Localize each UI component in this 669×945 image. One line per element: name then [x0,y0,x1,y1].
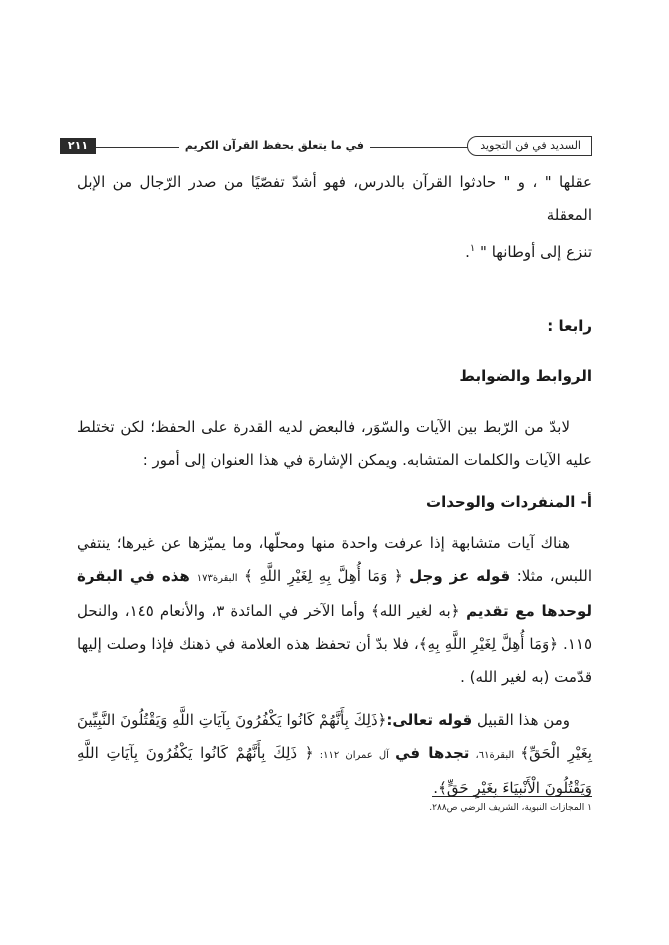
paragraph-example [77,704,592,805]
p3-text-a: هناك آيات متشابهة إذا عرفت واحدة منها ومحلّها، وما يميّزها عن غيرها؛ ينتفي اللبس، مثلا: [77,534,592,585]
p3-text-f: ، فلا بدّ أن تحفظ هذه العلامة في ذهنك فإذا وصلت إليها قدّمت (به لغير الله) . [77,635,592,686]
p3-text-b: قوله عز وجل [409,567,511,585]
ayah-3: ﴿ذَلِكَ بِأَنَّهُمْ كَانُوا يَكْفُرُونَ بِآيَاتِ اللَّهِ وَيَقْتُلُونَ النَّبِيِّينَ بِغَيْرِ الْحَقِّ﴾ [77,711,592,762]
running-title: السديد في فن التجويد [467,136,592,156]
page-content [77,166,592,805]
heading-fourth: رابعا : [547,317,592,335]
quote-paragraph: عقلها " ، و " حادثوا القرآن بالدرس، فهو أشدّ تفصّيًا من صدر الرّجال من الإبل المعقلة تنزع إلى أوطانها " $^١$. [77,173,592,261]
ayah-ref-1: البقرة١٧٣ [196,573,238,584]
footnote-ref: ١ [469,243,476,254]
page-header [60,136,592,156]
quote-line-1: عقلها " ، و " حادثوا القرآن بالدرس، فهو أشدّ تفصّيًا من صدر الرّجال من الإبل المعقلة [77,173,592,224]
p4-text-a: ومن هذا القبيل [472,711,570,729]
p4-end: . [433,779,439,797]
paragraph-links: لابدّ من الرّبط بين الآيات والسّوَر، فالبعض لديه القدرة على الحفظ؛ لكن تختلط عليه الآيات والكلمات المتشابه. ويمكن الإشارة في هذا العنوان إلى أمور : [77,418,592,469]
footnote-rule [432,796,592,797]
ayah-2: ﴿وَمَا أُهِلَّ لِغَيْرِ اللَّهِ بِهِ﴾ [418,635,559,653]
p4-text-b: قوله تعالى: [386,711,473,729]
ayah-4: ﴿ ذَلِكَ بِأَنَّهُمْ كَانُوا يَكْفُرُونَ بِآيَاتِ اللَّهِ وَيَقْتُلُونَ الْأَنْبِيَاءَ بِغَيْرِ حَقٍّ﴾ [77,744,592,797]
p4-text-c: تجدها في [395,744,470,762]
ayah-ref-3: البقرة٦١، [469,750,521,761]
ayah-ref-4: آل عمران ١١٢: [313,750,396,761]
quote-line-2: تنزع إلى أوطانها " [475,243,592,261]
subheading-links: الروابط والضوابط [459,367,592,385]
paragraph-singles [77,527,592,694]
p3-text-c: هذه في البقرة لوحدها مع تقديم [77,567,592,620]
ayah-1: ﴿ وَمَا أُهِلَّ بِهِ لِغَيْرِ اللَّهِ ﴾ [237,567,410,585]
footnote: ١ المجازات النبوية، الشريف الرضي ص٢٨٨. [429,803,592,813]
section-title: في ما يتعلق بحفظ القرآن الكريم [179,138,370,154]
p3-text-d: ﴿به لغير الله﴾ [371,602,460,620]
page-number: ٢١١ [60,138,96,154]
p3-text-e: وأما الآخر في المائدة ٣، والأنعام ١٤٥، والنحل ١١٥. [77,602,592,653]
subheading-singles: أ- المنفردات والوحدات [426,493,592,511]
